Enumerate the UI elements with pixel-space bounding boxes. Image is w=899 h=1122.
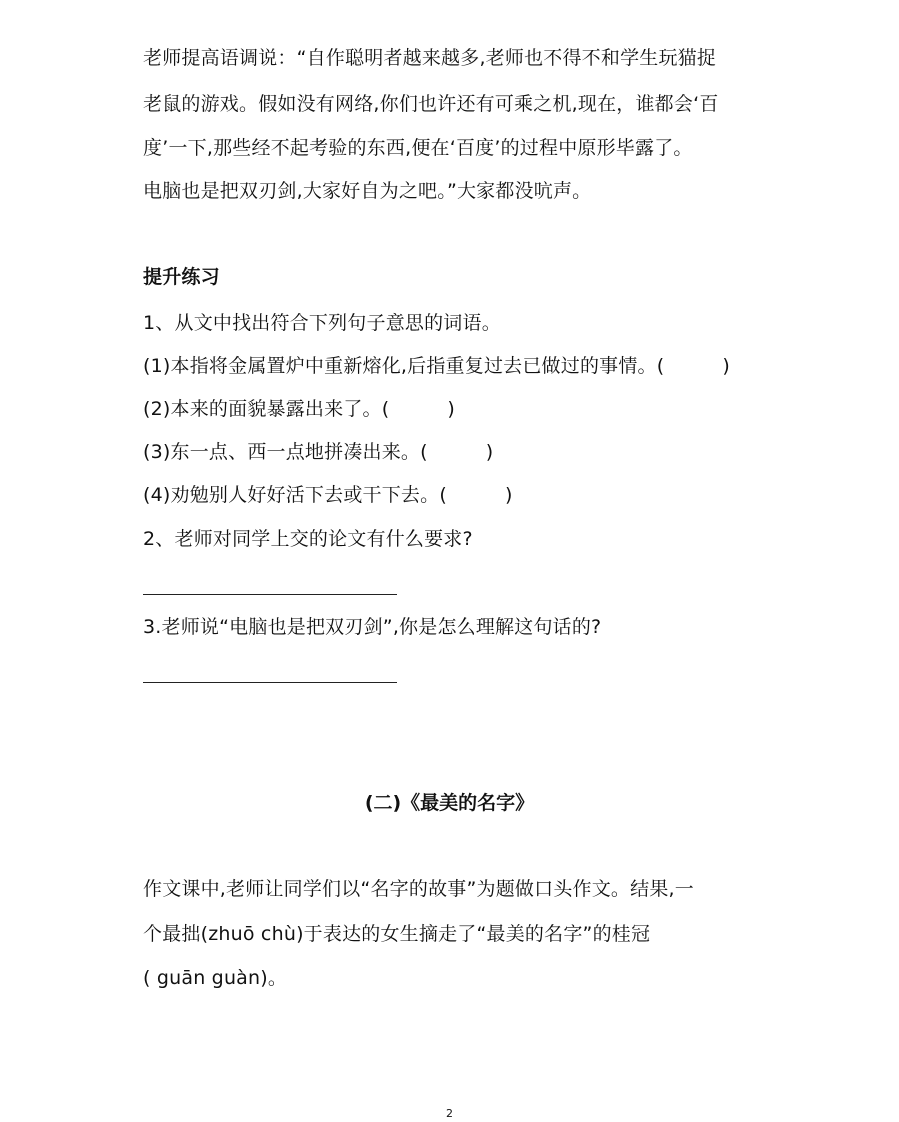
exercise-heading: 提升练习: [143, 266, 220, 288]
answer-line-q3[interactable]: [143, 682, 397, 683]
passage-line-2: 老鼠的游戏。假如没有网络,你们也许还有可乘之机,现在，谁都会‘百: [143, 93, 719, 115]
item-close-paren: ): [447, 398, 455, 420]
passage-line-3: 度’一下,那些经不起考验的东西,便在‘百度’的过程中原形毕露了。: [143, 137, 693, 159]
question-1-item-3: [143, 439, 493, 465]
section2-line-3: ( guān guàn)。: [143, 967, 288, 989]
item-text: (2)本来的面貌暴露出来了。(: [143, 398, 390, 420]
question-1: 1、从文中找出符合下列句子意思的词语。: [143, 312, 501, 334]
question-1-item-1: [143, 353, 730, 379]
item-close-paren: ): [722, 355, 730, 377]
passage-line-4: 电脑也是把双刃剑,大家好自为之吧。”大家都没吭声。: [143, 180, 592, 202]
question-2: 2、老师对同学上交的论文有什么要求?: [143, 528, 473, 550]
section2-line-1: 作文课中,老师让同学们以“名字的故事”为题做口头作文。结果,一: [143, 878, 694, 900]
passage-line-1: 老师提高语调说：“自作聪明者越来越多,老师也不得不和学生玩猫捉: [143, 47, 717, 69]
item-text: (3)东一点、西一点地拼凑出来。(: [143, 441, 428, 463]
item-close-paren: ): [504, 484, 513, 506]
question-3: 3.老师说“电脑也是把双刃剑”,你是怎么理解这句话的?: [143, 616, 602, 638]
item-text: (1)本指将金属置炉中重新熔化,后指重复过去已做过的事情。(: [143, 355, 665, 377]
item-close-paren: ): [485, 441, 494, 463]
question-1-item-4: [143, 482, 513, 508]
item-text: (4)劝勉别人好好活下去或干下去。(: [143, 484, 447, 506]
page-number: 2: [446, 1107, 453, 1120]
answer-line-q2[interactable]: [143, 594, 397, 595]
section-title: (二)《最美的名字》: [364, 792, 535, 814]
section2-line-2: 个最拙(zhuō chù)于表达的女生摘走了“最美的名字”的桂冠: [143, 923, 651, 945]
question-1-item-2: [143, 396, 455, 422]
